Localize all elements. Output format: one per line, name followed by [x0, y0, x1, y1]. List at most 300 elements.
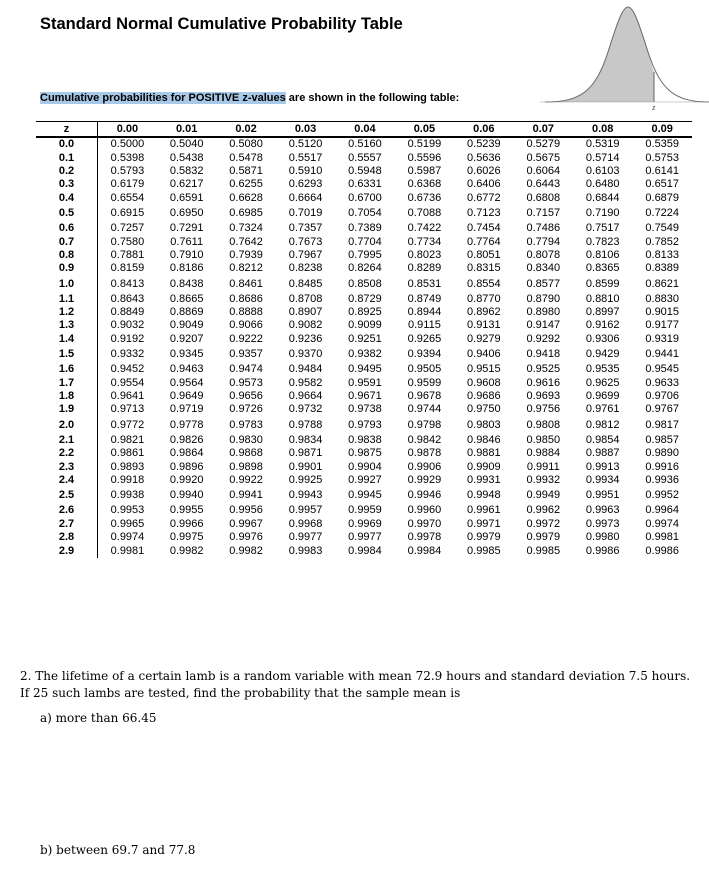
probability-cell: 0.9719	[169, 403, 204, 416]
z-value-cell: 1.4	[36, 333, 98, 346]
probability-cell: 0.9772	[110, 418, 145, 431]
probability-cell: 0.9452	[110, 363, 145, 376]
probability-cell: 0.9931	[467, 474, 501, 486]
probability-cell: 0.9965	[110, 517, 145, 530]
probability-cell: 0.9032	[110, 319, 145, 332]
z-value-cell: 2.0	[36, 417, 98, 434]
z-value-cell: 1.6	[36, 363, 98, 376]
table-row	[36, 151, 692, 164]
z-value-cell: 1.1	[36, 293, 98, 306]
probability-cell: 0.9649	[169, 390, 204, 403]
probability-cell: 0.7054	[348, 206, 382, 219]
table-row	[36, 390, 692, 403]
probability-cell: 0.9970	[407, 517, 442, 530]
probability-cell: 0.9738	[348, 403, 382, 416]
probability-cell: 0.9582	[288, 376, 323, 389]
probability-cell: 0.9941	[229, 489, 263, 502]
probability-cell: 0.6217	[169, 178, 204, 191]
probability-cell: 0.5120	[288, 138, 323, 151]
probability-cell: 0.9911	[526, 460, 560, 473]
probability-cell: 0.6368	[407, 178, 442, 191]
probability-cell: 0.9946	[407, 489, 442, 502]
probability-cell: 0.9864	[169, 447, 204, 460]
probability-cell: 0.9984	[407, 544, 442, 557]
probability-cell: 0.9826	[169, 433, 204, 446]
table-row	[36, 460, 692, 473]
table-row	[36, 417, 692, 434]
probability-cell: 0.8315	[467, 262, 501, 275]
probability-cell: 0.9979	[467, 531, 501, 544]
probability-cell: 0.7673	[288, 235, 323, 248]
probability-cell: 0.9713	[110, 403, 145, 416]
probability-cell: 0.9049	[169, 319, 204, 332]
probability-cell: 0.6443	[526, 178, 561, 191]
probability-cell: 0.9871	[288, 447, 323, 460]
probability-cell: 0.7704	[348, 235, 382, 248]
probability-cell: 0.9830	[229, 433, 263, 446]
probability-cell: 0.9726	[229, 403, 263, 416]
probability-cell: 0.9909	[467, 460, 501, 473]
probability-cell: 0.9265	[407, 332, 442, 345]
header-col: 0.00	[98, 122, 157, 138]
z-table	[36, 121, 692, 558]
probability-cell: 0.7881	[110, 248, 145, 261]
probability-cell: 0.6179	[110, 178, 145, 191]
probability-cell: 0.9591	[348, 376, 382, 389]
probability-cell: 0.8770	[467, 292, 501, 305]
table-row	[36, 249, 692, 262]
probability-cell: 0.8186	[169, 262, 204, 275]
probability-cell: 0.7823	[585, 235, 620, 248]
page-title: Standard Normal Cumulative Probability Table	[40, 15, 403, 33]
probability-cell: 0.7642	[229, 235, 263, 248]
probability-cell: 0.9985	[467, 544, 501, 557]
probability-cell: 0.9808	[526, 418, 561, 431]
z-value-cell: 2.8	[36, 531, 98, 544]
probability-cell: 0.8749	[407, 292, 442, 305]
probability-cell: 0.9881	[467, 447, 501, 460]
probability-cell: 0.9956	[229, 504, 263, 517]
probability-cell: 0.9798	[407, 418, 442, 431]
header-col: 0.08	[573, 122, 632, 138]
probability-cell: 0.6554	[110, 191, 145, 204]
probability-cell: 0.8810	[585, 292, 620, 305]
probability-cell: 0.9981	[110, 544, 145, 557]
probability-cell: 0.9974	[645, 517, 680, 530]
probability-cell: 0.5675	[526, 151, 561, 164]
probability-cell: 0.8023	[407, 248, 442, 261]
probability-cell: 0.5832	[169, 164, 204, 177]
z-value-cell: 0.2	[36, 165, 98, 178]
probability-cell: 0.9319	[645, 332, 680, 345]
probability-cell: 0.8980	[526, 306, 561, 319]
probability-cell: 0.9913	[585, 460, 620, 473]
probability-cell: 0.9943	[288, 489, 323, 502]
probability-cell: 0.9980	[585, 531, 620, 544]
header-z: z	[36, 122, 98, 138]
probability-cell: 0.6293	[288, 178, 323, 191]
probability-cell: 0.8461	[229, 277, 263, 290]
probability-cell: 0.7486	[526, 222, 561, 235]
z-value-cell: 1.3	[36, 319, 98, 332]
probability-cell: 0.7088	[407, 206, 442, 219]
table-row	[36, 403, 692, 416]
probability-cell: 0.9972	[526, 517, 561, 530]
table-row	[36, 205, 692, 222]
probability-cell: 0.9222	[229, 332, 263, 345]
probability-cell: 0.6844	[585, 191, 620, 204]
probability-cell: 0.5398	[110, 151, 145, 164]
table-row	[36, 137, 692, 151]
probability-cell: 0.5517	[288, 151, 323, 164]
probability-cell: 0.9207	[169, 332, 204, 345]
probability-cell: 0.8830	[645, 292, 680, 305]
probability-cell: 0.9957	[288, 504, 323, 517]
probability-cell: 0.9817	[645, 418, 680, 431]
probability-cell: 0.9985	[526, 544, 561, 557]
probability-cell: 0.9974	[110, 531, 145, 544]
probability-cell: 0.8665	[169, 292, 204, 305]
probability-cell: 0.7257	[110, 222, 145, 235]
probability-cell: 0.8485	[288, 277, 323, 290]
table-row	[36, 544, 692, 557]
probability-cell: 0.9515	[467, 363, 501, 376]
probability-cell: 0.8238	[288, 262, 323, 275]
probability-cell: 0.9535	[585, 363, 620, 376]
probability-cell: 0.8051	[467, 248, 501, 261]
table-row	[36, 306, 692, 319]
probability-cell: 0.8264	[348, 262, 382, 275]
probability-cell: 0.9192	[110, 332, 145, 345]
probability-cell: 0.8340	[526, 262, 561, 275]
z-value-cell: 0.7	[36, 235, 98, 248]
probability-cell: 0.9131	[467, 319, 501, 332]
probability-cell: 0.9332	[110, 348, 145, 361]
probability-cell: 0.5557	[348, 151, 382, 164]
probability-cell: 0.7580	[110, 235, 145, 248]
probability-cell: 0.7910	[169, 248, 204, 261]
probability-cell: 0.6628	[229, 191, 263, 204]
probability-cell: 0.8159	[110, 262, 145, 275]
probability-cell: 0.9783	[229, 418, 263, 431]
header-col: 0.03	[276, 122, 335, 138]
header-col: 0.01	[157, 122, 216, 138]
question-part-a: a) more than 66.45	[40, 711, 157, 725]
z-value-cell: 1.7	[36, 376, 98, 389]
table-row	[36, 165, 692, 178]
probability-cell: 0.9474	[229, 363, 263, 376]
probability-cell: 0.9875	[348, 447, 382, 460]
probability-cell: 0.9953	[110, 504, 145, 517]
probability-cell: 0.6879	[645, 191, 680, 204]
probability-cell: 0.8577	[526, 277, 561, 290]
probability-cell: 0.9750	[467, 403, 501, 416]
question-text: 2. The lifetime of a certain lamb is a random variable with mean 72.9 hours and standard deviation 7.5 hours. If 25 such lambs are tested, find the probability that the sample mean is	[20, 669, 691, 700]
probability-cell: 0.9678	[407, 390, 442, 403]
probability-cell: 0.7794	[526, 235, 561, 248]
probability-cell: 0.9890	[645, 447, 680, 460]
probability-cell: 0.9744	[407, 403, 442, 416]
table-row	[36, 474, 692, 487]
probability-cell: 0.5910	[288, 164, 323, 177]
probability-cell: 0.9429	[585, 348, 620, 361]
header-col: 0.09	[632, 122, 692, 138]
probability-cell: 0.8849	[110, 306, 145, 319]
probability-cell: 0.5871	[229, 164, 263, 177]
probability-cell: 0.5987	[407, 164, 442, 177]
probability-cell: 0.8078	[526, 248, 561, 261]
z-value-cell: 0.1	[36, 151, 98, 164]
probability-cell: 0.9969	[348, 517, 382, 530]
probability-cell: 0.9846	[467, 433, 501, 446]
z-value-cell: 2.6	[36, 504, 98, 517]
probability-cell: 0.9147	[526, 319, 561, 332]
z-value-cell: 0.0	[36, 137, 98, 151]
probability-cell: 0.5753	[645, 151, 680, 164]
probability-cell: 0.9463	[169, 363, 204, 376]
normal-curve-figure	[540, 2, 709, 114]
probability-cell: 0.9616	[526, 376, 561, 389]
probability-cell: 0.7764	[467, 235, 501, 248]
probability-cell: 0.9976	[229, 531, 263, 544]
z-value-cell: 2.5	[36, 487, 98, 504]
z-value-cell: 1.5	[36, 346, 98, 363]
probability-cell: 0.9948	[467, 489, 501, 502]
probability-cell: 0.9986	[645, 544, 680, 557]
probability-cell: 0.9732	[288, 403, 323, 416]
probability-cell: 0.8289	[407, 262, 442, 275]
shaded-area	[545, 7, 628, 102]
probability-cell: 0.9977	[288, 531, 323, 544]
probability-cell: 0.5160	[348, 138, 382, 151]
probability-cell: 0.7157	[526, 206, 561, 219]
probability-cell: 0.7852	[645, 235, 680, 248]
probability-cell: 0.9066	[229, 319, 263, 332]
probability-cell: 0.9963	[585, 504, 620, 517]
probability-cell: 0.9906	[407, 460, 442, 473]
probability-cell: 0.9960	[407, 504, 442, 517]
probability-cell: 0.5596	[407, 151, 442, 164]
probability-cell: 0.9484	[288, 363, 323, 376]
probability-cell: 0.9525	[526, 363, 561, 376]
probability-cell: 0.7517	[585, 222, 620, 235]
probability-cell: 0.9394	[407, 348, 442, 361]
probability-cell: 0.5478	[229, 151, 263, 164]
probability-cell: 0.9418	[526, 348, 561, 361]
probability-cell: 0.9236	[288, 332, 323, 345]
probability-cell: 0.8599	[585, 277, 620, 290]
z-value-cell: 2.9	[36, 544, 98, 557]
probability-cell: 0.9975	[169, 531, 204, 544]
probability-cell: 0.5199	[407, 138, 442, 151]
z-value-cell: 2.7	[36, 518, 98, 531]
probability-cell: 0.9952	[645, 489, 680, 502]
probability-cell: 0.9564	[169, 376, 204, 389]
z-value-cell: 2.1	[36, 434, 98, 447]
shaded-area-right	[628, 7, 654, 102]
question-part-b: b) between 69.7 and 77.8	[40, 843, 196, 857]
probability-cell: 0.9982	[169, 544, 204, 557]
probability-cell: 0.9686	[467, 390, 501, 403]
probability-cell: 0.9292	[526, 332, 561, 345]
table-row	[36, 178, 692, 191]
probability-cell: 0.8133	[645, 248, 680, 261]
probability-cell: 0.9982	[229, 544, 263, 557]
probability-cell: 0.9251	[348, 332, 382, 345]
probability-cell: 0.7389	[348, 222, 382, 235]
probability-cell: 0.9978	[407, 531, 442, 544]
z-value-cell: 1.0	[36, 276, 98, 293]
probability-cell: 0.9961	[467, 504, 501, 517]
probability-cell: 0.9693	[526, 390, 561, 403]
probability-cell: 0.5319	[585, 138, 620, 151]
probability-cell: 0.9406	[467, 348, 501, 361]
probability-cell: 0.6480	[585, 178, 620, 191]
probability-cell: 0.5359	[645, 138, 680, 151]
z-value-cell: 2.4	[36, 474, 98, 487]
probability-cell: 0.8531	[407, 277, 442, 290]
probability-cell: 0.9949	[526, 489, 561, 502]
probability-cell: 0.9966	[169, 517, 204, 530]
probability-cell: 0.7549	[645, 222, 680, 235]
probability-cell: 0.9861	[110, 447, 145, 460]
probability-cell: 0.9177	[645, 319, 680, 332]
probability-cell: 0.9850	[526, 433, 561, 446]
probability-cell: 0.9015	[645, 306, 680, 319]
z-value-cell: 0.8	[36, 249, 98, 262]
probability-cell: 0.9981	[645, 531, 680, 544]
probability-cell: 0.6808	[526, 191, 561, 204]
probability-cell: 0.8944	[407, 306, 442, 319]
probability-cell: 0.9929	[407, 474, 442, 486]
probability-cell: 0.9633	[645, 376, 680, 389]
z-label: z	[652, 105, 656, 112]
probability-cell: 0.9964	[645, 504, 680, 517]
probability-cell: 0.9382	[348, 348, 382, 361]
probability-cell: 0.8365	[585, 262, 620, 275]
probability-cell: 0.7422	[407, 222, 442, 235]
probability-cell: 0.8962	[467, 306, 501, 319]
probability-cell: 0.9803	[467, 418, 501, 431]
probability-cell: 0.9955	[169, 504, 204, 517]
table-row	[36, 333, 692, 346]
probability-cell: 0.5080	[229, 138, 263, 151]
probability-cell: 0.9925	[288, 474, 323, 486]
probability-cell: 0.9932	[526, 474, 561, 486]
z-value-cell: 1.8	[36, 390, 98, 403]
probability-cell: 0.8554	[467, 277, 501, 290]
z-value-cell: 1.2	[36, 306, 98, 319]
probability-cell: 0.8729	[348, 292, 382, 305]
table-body	[36, 137, 692, 558]
probability-cell: 0.9938	[110, 489, 145, 502]
probability-cell: 0.6985	[229, 206, 263, 219]
probability-cell: 0.9936	[645, 474, 680, 486]
probability-cell: 0.8508	[348, 277, 382, 290]
probability-cell: 0.9842	[407, 433, 442, 446]
probability-cell: 0.7224	[645, 206, 680, 219]
probability-cell: 0.9887	[585, 447, 620, 460]
probability-cell: 0.7019	[288, 206, 323, 219]
probability-cell: 0.8997	[585, 306, 620, 319]
probability-cell: 0.9306	[585, 332, 620, 345]
probability-cell: 0.9706	[645, 390, 680, 403]
z-value-cell: 0.9	[36, 262, 98, 275]
probability-cell: 0.9162	[585, 319, 620, 332]
table-row	[36, 276, 692, 293]
probability-cell: 0.9959	[348, 504, 382, 517]
header-col: 0.07	[514, 122, 573, 138]
probability-cell: 0.5239	[467, 138, 501, 151]
probability-cell: 0.5438	[169, 151, 204, 164]
probability-cell: 0.8708	[288, 292, 323, 305]
probability-cell: 0.9656	[229, 390, 263, 403]
z-value-cell: 2.2	[36, 447, 98, 460]
probability-cell: 0.9918	[110, 474, 145, 486]
probability-cell: 0.9573	[229, 376, 263, 389]
table-row	[36, 222, 692, 235]
probability-cell: 0.9834	[288, 433, 323, 446]
probability-cell: 0.6141	[645, 164, 680, 177]
z-value-cell: 0.6	[36, 222, 98, 235]
probability-cell: 0.5793	[110, 164, 145, 177]
probability-cell: 0.9671	[348, 390, 382, 403]
probability-cell: 0.7734	[407, 235, 442, 248]
probability-cell: 0.8888	[229, 306, 263, 319]
probability-cell: 0.6255	[229, 178, 263, 191]
probability-cell: 0.9115	[407, 319, 441, 332]
probability-cell: 0.9441	[645, 348, 680, 361]
probability-cell: 0.9934	[585, 474, 620, 486]
probability-cell: 0.9967	[229, 517, 263, 530]
probability-cell: 0.8621	[645, 277, 680, 290]
probability-cell: 0.7357	[288, 222, 323, 235]
probability-cell: 0.6664	[288, 191, 323, 204]
probability-cell: 0.9857	[645, 433, 680, 446]
probability-cell: 0.9916	[645, 460, 680, 473]
subtitle-rest: are shown in the following table:	[285, 92, 460, 104]
probability-cell: 0.7967	[288, 248, 323, 261]
table-row	[36, 376, 692, 389]
probability-cell: 0.9761	[585, 403, 620, 416]
probability-cell: 0.8389	[645, 262, 680, 275]
table-row	[36, 293, 692, 306]
header-col: 0.05	[395, 122, 454, 138]
probability-cell: 0.7939	[229, 248, 263, 261]
probability-cell: 0.9904	[348, 460, 382, 473]
table-row	[36, 235, 692, 248]
probability-cell: 0.9608	[467, 376, 501, 389]
probability-cell: 0.9951	[585, 489, 620, 502]
probability-cell: 0.9945	[348, 489, 382, 502]
probability-cell: 0.9986	[585, 544, 620, 557]
probability-cell: 0.8212	[229, 262, 263, 275]
probability-cell: 0.6026	[467, 164, 501, 177]
probability-cell: 0.5279	[526, 138, 561, 151]
probability-cell: 0.6915	[110, 206, 145, 219]
probability-cell: 0.9973	[585, 517, 620, 530]
header-col: 0.02	[216, 122, 275, 138]
probability-cell: 0.9641	[110, 390, 145, 403]
probability-cell: 0.9884	[526, 447, 561, 460]
probability-cell: 0.8925	[348, 306, 382, 319]
probability-cell: 0.9664	[288, 390, 323, 403]
probability-cell: 0.8438	[169, 277, 204, 290]
probability-cell: 0.9279	[467, 332, 501, 345]
probability-cell: 0.6736	[407, 191, 442, 204]
probability-cell: 0.8907	[288, 306, 323, 319]
probability-cell: 0.9979	[526, 531, 561, 544]
